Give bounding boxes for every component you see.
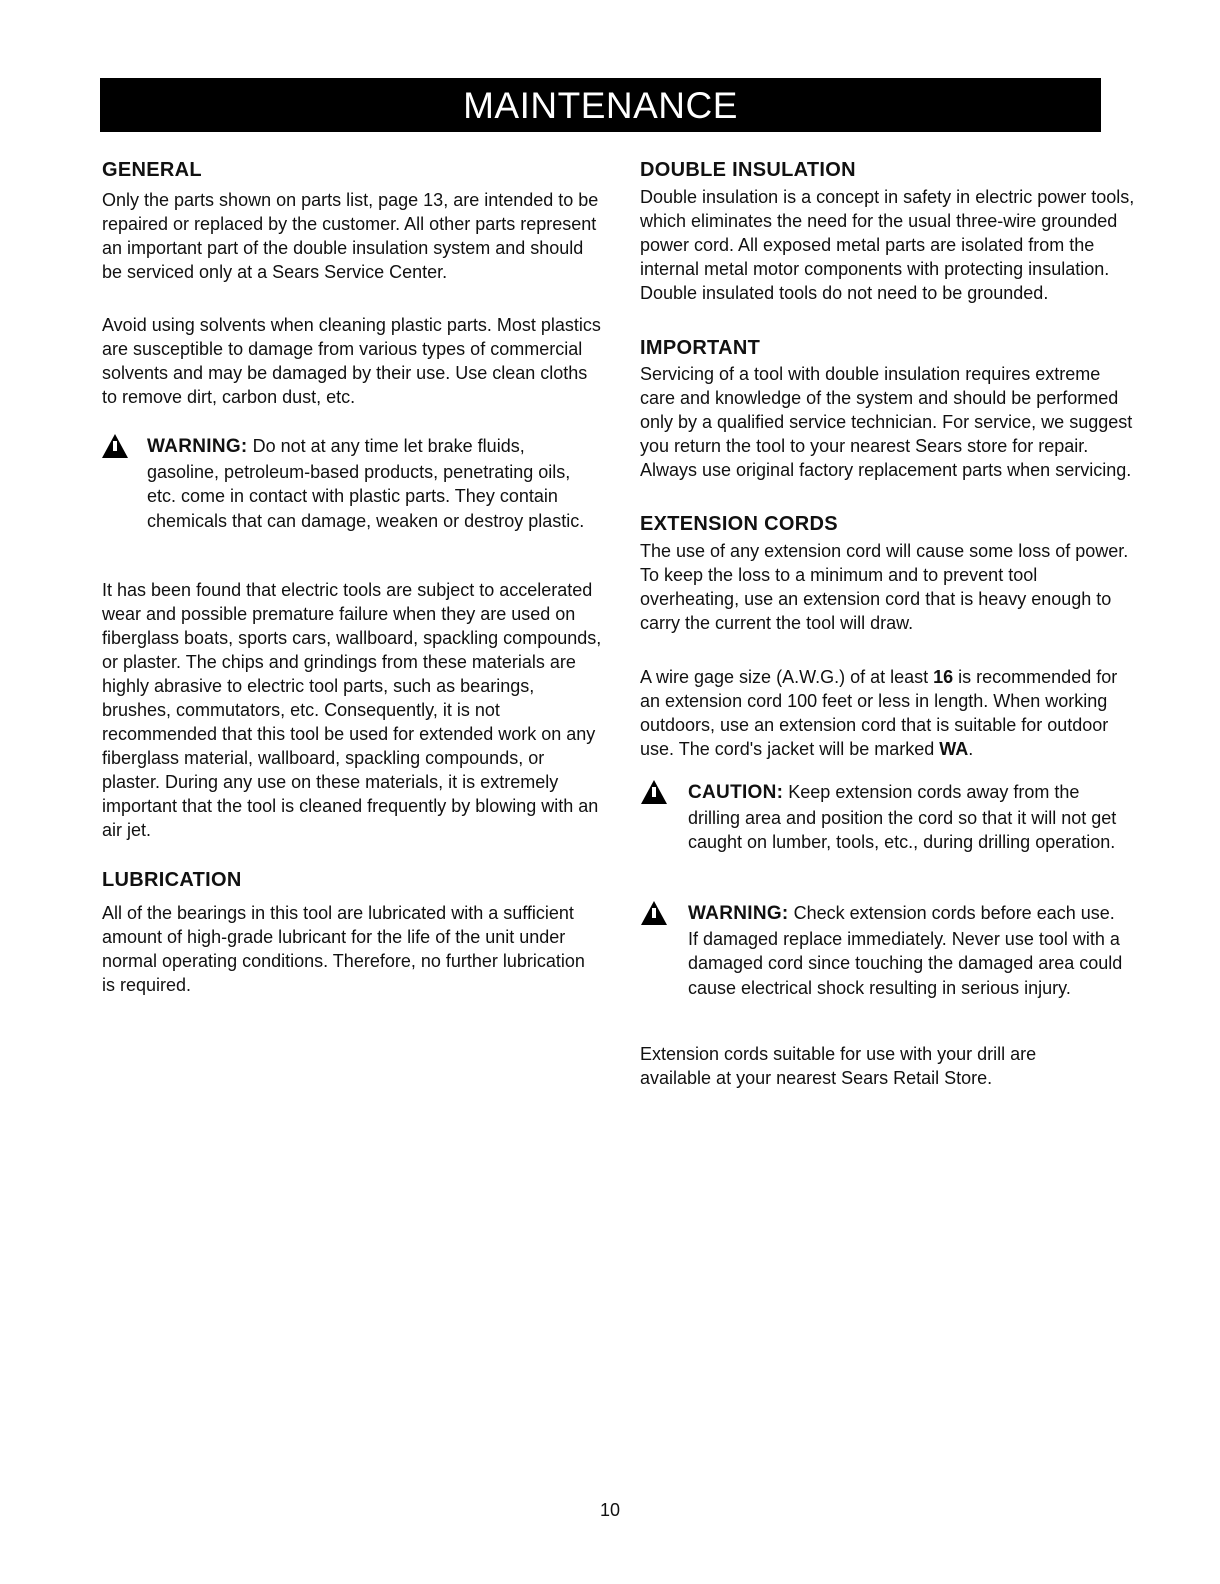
caution-label: CAUTION: [688, 782, 784, 803]
warning-text: Do not at any time let brake fluids, gasoline, petroleum-based products, penetrating oils, etc. come in contact with plastic parts. They contain chemicals that can damage, weaken or destroy plastic. [147, 436, 585, 531]
lubrication-heading: LUBRICATION [102, 869, 242, 891]
general-paragraph-3: It has been found that electric tools are subject to accelerated wear and possible premature failure when they are used on fiberglass boats, sports cars, wallboard, spackling compounds, or plaster. The chips and grindings from these materials are highly abrasive to electric tool parts, such as bearings, brushes, commutators, etc. Consequently, it is not recommended that this tool be used for extended work on any fiberglass material, wallboard, spackling compounds, or plaster. During any use on these materials, it is extremely important that the tool is cleaned frequently by blowing with an air jet. [102, 580, 602, 840]
caution-icon [641, 780, 667, 804]
warning-icon [102, 434, 128, 458]
double-insulation-paragraph: Double insulation is a concept in safety in electric power tools, which eliminates the need for the usual three-wire grounded power cord. All exposed metal parts are isolated from the internal metal motor components with protecting insulation. Double insulated tools do not need to be grounded. [640, 187, 1135, 303]
warning-label: WARNING: [688, 903, 789, 924]
warning-icon [641, 901, 667, 925]
text: A wire gage size (A.W.G.) of at least [640, 667, 934, 687]
extension-cords-heading: EXTENSION CORDS [640, 513, 838, 535]
double-insulation-heading: DOUBLE INSULATION [640, 159, 856, 181]
general-heading: GENERAL [102, 159, 202, 181]
text: is recommended for an extension cord 100 feet or less in length. When working outdoors, use an extension cord that is suitable for outdoor use. The cord's jacket will be marked [640, 667, 1118, 759]
gage-value: 16 [933, 667, 954, 687]
text: . [968, 739, 974, 759]
caution-notice [688, 780, 1133, 855]
warning-text: Check extension cords before each use. If damaged replace immediately. Never use tool with a damaged cord since touching the damaged area could cause electrical shock resulting in serious injury. [688, 903, 1123, 998]
warning-notice [147, 434, 587, 533]
page-title: MAINTENANCE [100, 78, 1101, 132]
general-paragraph-1: Only the parts shown on parts list, page 13, are intended to be repaired or replaced by the customer. All other parts represent an important part of the double insulation system and should be serviced only at a Sears Service Center. [102, 190, 599, 282]
extension-paragraph-2 [640, 665, 1140, 761]
general-paragraph-2: Avoid using solvents when cleaning plastic parts. Most plastics are susceptible to damage from various types of commercial solvents and may be damaged by their use. Use clean cloths to remove dirt, carbon dust, etc. [102, 315, 601, 407]
important-heading: IMPORTANT [640, 337, 761, 359]
important-paragraph: Servicing of a tool with double insulation requires extreme care and knowledge of the system and should be performed only by a qualified service technician. For service, we suggest you return the tool to your nearest Sears store for repair. Always use original factory replacement parts when servicing. [640, 364, 1133, 480]
lubrication-paragraph: All of the bearings in this tool are lubricated with a sufficient amount of high-grade lubricant for the life of the unit under normal operating conditions. Therefore, no further lubrication is required. [102, 903, 585, 995]
jacket-mark: WA [939, 739, 969, 759]
extension-paragraph-1: The use of any extension cord will cause some loss of power. To keep the loss to a minimum and to prevent tool overheating, use an extension cord that is heavy enough to carry the current the tool will draw. [640, 541, 1129, 633]
warning-notice-2 [688, 901, 1128, 1000]
warning-label: WARNING: [147, 436, 248, 457]
caution-text: Keep extension cords away from the drilling area and position the cord so that it will not get caught on lumber, tools, etc., during drilling operation. [688, 782, 1117, 852]
extension-paragraph-3: Extension cords suitable for use with your drill are available at your nearest Sears Retail Store. [640, 1044, 1037, 1088]
page-number: 10 [599, 1500, 621, 1520]
